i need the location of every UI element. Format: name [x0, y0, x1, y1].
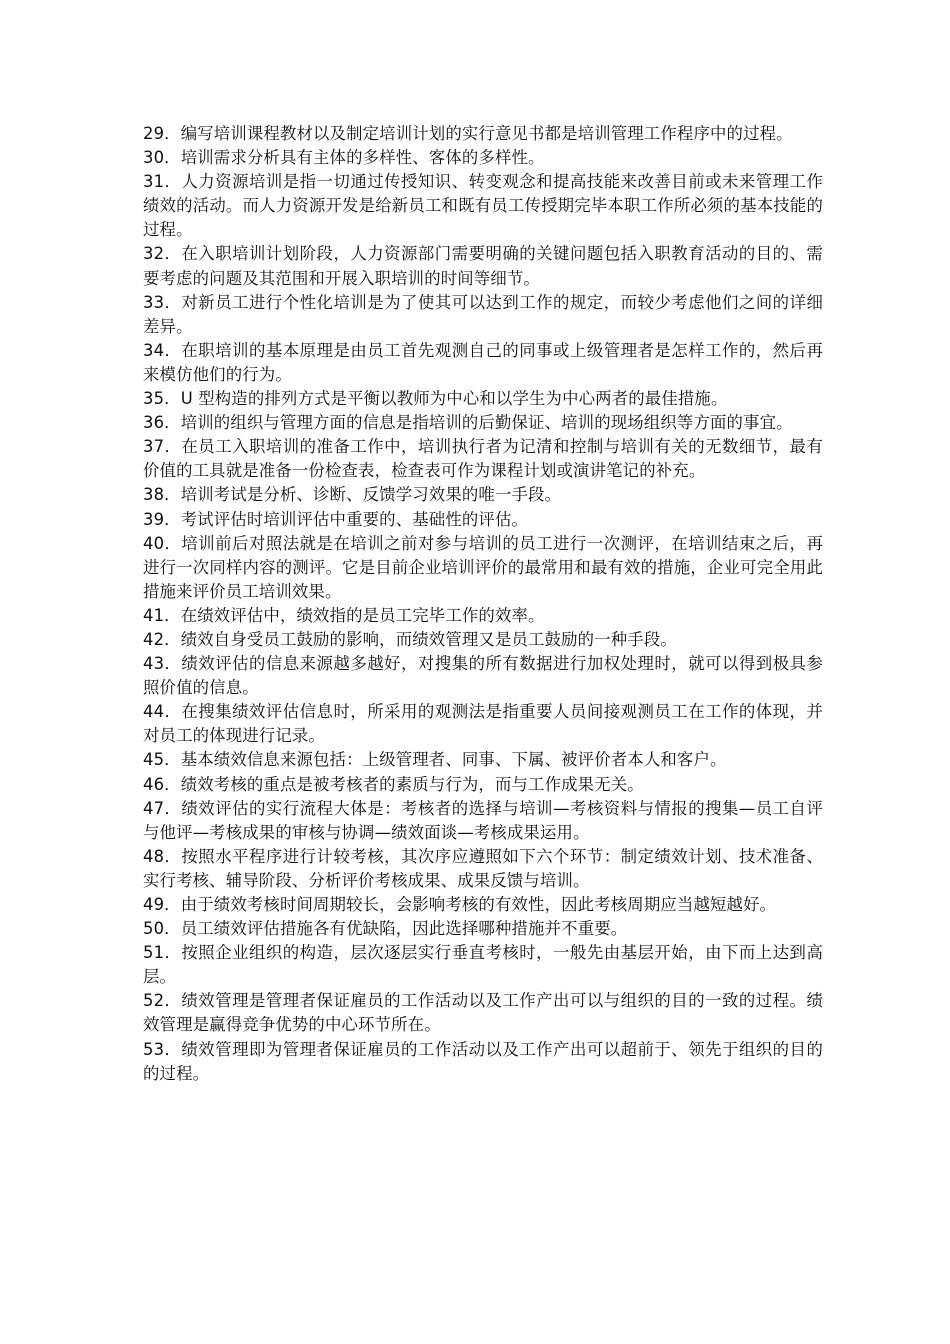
list-item: 34．在职培训的基本原理是由员工首先观测自己的同事或上级管理者是怎样工作的，然后再来模仿他们的行为。	[143, 340, 823, 384]
list-item: 36．培训的组织与管理方面的信息是指培训的后勤保证、培训的现场组织等方面的事宜。	[143, 413, 793, 433]
list-item: 38．培训考试是分析、诊断、反馈学习效果的唯一手段。	[143, 485, 562, 505]
list-item: 33．对新员工进行个性化培训是为了使其可以达到工作的规定，而较少考虑他们之间的详细差异。	[143, 292, 823, 336]
list-item: 51．按照企业组织的构造，层次逐层实行垂直考核时，一般先由基层开始，由下而上达到高层。	[143, 943, 823, 987]
list-item: 52．绩效管理是管理者保证雇员的工作活动以及工作产出可以与组织的目的一致的过程。绩效管理是赢得竞争优势的中心环节所在。	[143, 991, 823, 1035]
list-item: 46．绩效考核的重点是被考核者的素质与行为，而与工作成果无关。	[143, 774, 644, 794]
list-item: 53．绩效管理即为管理者保证雇员的工作活动以及工作产出可以超前于、领先于组织的目的的过程。	[143, 1039, 823, 1083]
list-item: 31．人力资源培训是指一切通过传授知识、转变观念和提高技能来改善目前或未来管理工作绩效的活动。而人力资源开发是给新员工和既有员工传授期完毕本职工作所必须的基本技能的过程。	[143, 172, 823, 240]
list-item: 50．员工绩效评估措施各有优缺陷，因此选择哪种措施并不重要。	[143, 919, 628, 939]
list-item: 48．按照水平程序进行计较考核，其次序应遵照如下六个环节：制定绩效计划、技术准备、实行考核、辅导阶段、分析评价考核成果、成果反馈与培训。	[143, 846, 823, 890]
list-item: 41．在绩效评估中，绩效指的是员工完毕工作的效率。	[143, 605, 545, 625]
list-item: 30．培训需求分析具有主体的多样性、客体的多样性。	[143, 148, 545, 168]
list-item: 47．绩效评估的实行流程大体是：考核者的选择与培训—考核资料与情报的搜集—员工自评与他评—考核成果的审核与协调—绩效面谈—考核成果运用。	[143, 798, 823, 842]
list-item: 32．在入职培训计划阶段，人力资源部门需要明确的关键问题包括入职教育活动的目的、需要考虑的问题及其范围和开展入职培训的时间等细节。	[143, 244, 823, 288]
list-item: 43．绩效评估的信息来源越多越好，对搜集的所有数据进行加权处理时，就可以得到极具参照价值的信息。	[143, 654, 823, 698]
list-item: 37．在员工入职培训的准备工作中，培训执行者为记清和控制与培训有关的无数细节，最有价值的工具就是准备一份检查表，检查表可作为课程计划或演讲笔记的补充。	[143, 437, 823, 481]
list-item: 35．U 型构造的排列方式是平衡以教师为中心和以学生为中心两者的最佳措施。	[143, 389, 728, 409]
list-item: 29．编写培训课程教材以及制定培训计划的实行意见书都是培训管理工作程序中的过程。	[143, 124, 793, 143]
list-item: 42．绩效自身受员工鼓励的影响，而绩效管理又是员工鼓励的一种手段。	[143, 629, 677, 649]
list-item: 49．由于绩效考核时间周期较长，会影响考核的有效性，因此考核周期应当越短越好。	[143, 895, 777, 914]
list-item: 45．基本绩效信息来源包括：上级管理者、同事、下属、被评价者本人和客户。	[143, 750, 727, 770]
list-item: 44．在搜集绩效评估信息时，所采用的观测法是指重要人员间接观测员工在工作的体现，并对员工的体现进行记录。	[143, 702, 823, 746]
document-body	[143, 122, 823, 1086]
list-item: 40．培训前后对照法就是在培训之前对参与培训的员工进行一次测评，在培训结束之后，再进行一次同样内容的测评。它是目前企业培训评价的最常用和最有效的措施，企业可完全用此措施来评价员工培训效果。	[143, 533, 823, 601]
list-item: 39．考试评估时培训评估中重要的、基础性的评估。	[143, 509, 529, 529]
